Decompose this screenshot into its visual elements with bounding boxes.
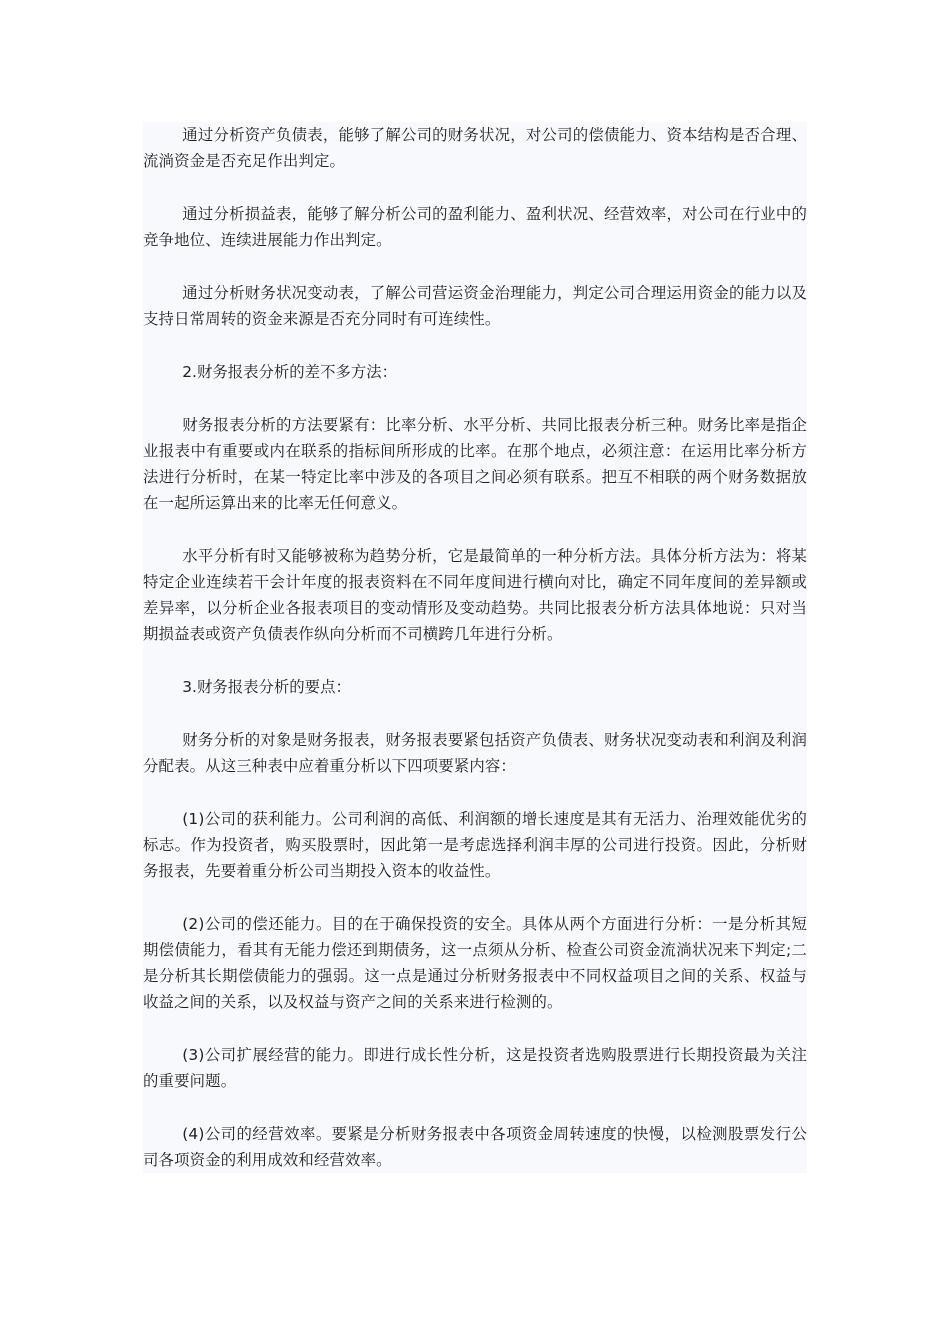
paragraph-spacer <box>143 516 807 543</box>
paragraph-spacer <box>143 700 807 727</box>
paragraph-ratio-analysis: 财务报表分析的方法要紧有：比率分析、水平分析、共同比报表分析三种。财务比率是指企业报表中有重要或内在联系的指标间所形成的比率。在那个地点，必须注意：在运用比率分析方法进行分析时，在某一特定比率中涉及的各项目之间必须有联系。把互不相联的两个财务数据放在一起所运算出来的比率无任何意义。 <box>143 416 807 512</box>
paragraph-solvency: (2)公司的偿还能力。目的在于确保投资的安全。具体从两个方面进行分析：一是分析其短期偿债能力，看其有无能力偿还到期债务，这一点须从分析、检查公司资金流淌状况来下判定;二是分析其长期偿债能力的强弱。这一点是通过分析财务报表中不同权益项目之间的关系、权益与收益之间的关系，以及权益与资产之间的关系来进行检测的。 <box>143 915 807 1011</box>
paragraph-cash-flow: 通过分析财务状况变动表，了解公司营运资金治理能力，判定公司合理运用资金的能力以及支持日常周转的资金来源是否充分同时有可连续性。 <box>143 284 807 328</box>
paragraph-trend-analysis: 水平分析有时又能够被称为趋势分析，它是最简单的一种分析方法。具体分析方法为：将某特定企业连续若干会计年度的报表资料在不同年度间进行横向对比，确定不同年度间的差异额或差异率，以分析企业各报表项目的变动情形及变动趋势。共同比报表分析方法具体地说：只对当期损益表或资产负债表作纵向分析而不司横跨几年进行分析。 <box>143 547 807 643</box>
paragraph-profitability: (1)公司的获利能力。公司利润的高低、利润额的增长速度是其有无活力、治理效能优劣的标志。作为投资者，购买股票时，因此第一是考虑选择利润丰厚的公司进行投资。因此，分析财务报表，先要着重分析公司当期投入资本的收益性。 <box>143 810 807 880</box>
paragraph-efficiency: (4)公司的经营效率。要紧是分析财务报表中各项资金周转速度的快慢，以检测股票发行公司各项资金的利用成效和经营效率。 <box>143 1125 807 1169</box>
paragraph-income-statement: 通过分析损益表，能够了解分析公司的盈利能力、盈利状况、经营效率，对公司在行业中的竞争地位、连续进展能力作出判定。 <box>143 205 807 249</box>
paragraph-spacer <box>143 385 807 412</box>
paragraph-analysis-object: 财务分析的对象是财务报表，财务报表要紧包括资产负债表、财务状况变动表和利润及利润分配表。从这三种表中应着重分析以下四项要紧内容： <box>143 731 807 775</box>
section-heading-key-points: 3.财务报表分析的要点： <box>182 678 351 696</box>
paragraph-spacer <box>143 779 807 806</box>
paragraph-spacer <box>143 332 807 359</box>
paragraph-growth: (3)公司扩展经营的能力。即进行成长性分析，这是投资者选购股票进行长期投资最为关注的重要问题。 <box>143 1046 807 1090</box>
paragraph-balance-sheet: 通过分析资产负债表，能够了解公司的财务状况，对公司的偿债能力、资本结构是否合理、流淌资金是否充足作出判定。 <box>143 126 807 170</box>
paragraph-spacer <box>143 884 807 911</box>
section-heading-methods: 2.财务报表分析的差不多方法： <box>182 363 398 381</box>
paragraph-spacer <box>143 647 807 674</box>
paragraph-spacer <box>143 253 807 280</box>
document-body <box>143 122 807 1173</box>
paragraph-spacer <box>143 1094 807 1121</box>
paragraph-spacer <box>143 174 807 201</box>
paragraph-spacer <box>143 1015 807 1042</box>
